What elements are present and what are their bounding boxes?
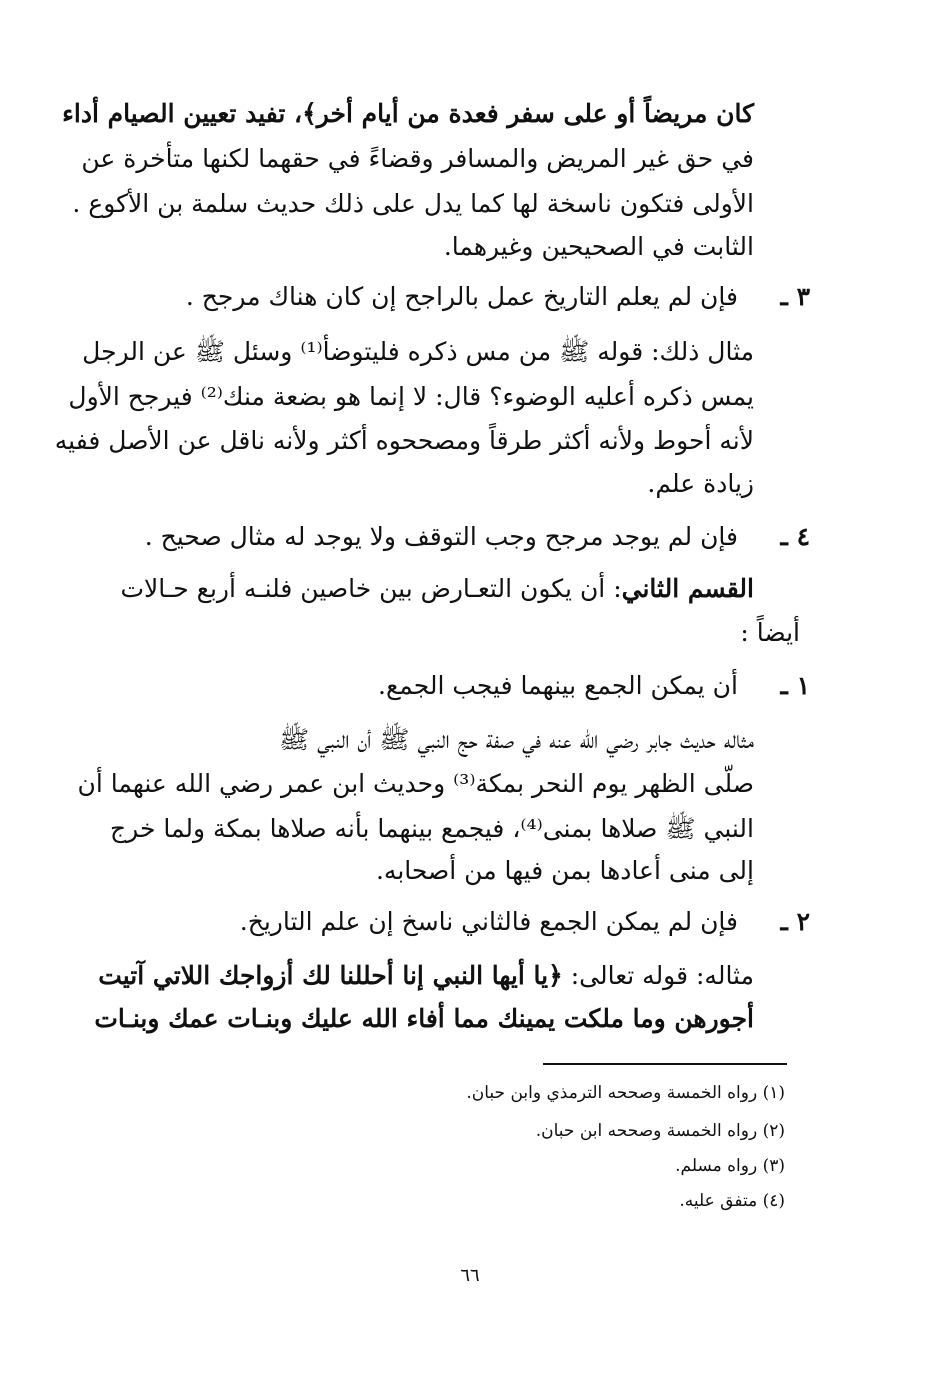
paragraph-line: إلى منى أعادها بمن فيها من أصحابه.	[375, 856, 754, 885]
list-item-text: أن يمكن الجمع بينهما فيجب الجمع.	[378, 671, 738, 700]
paragraph-line: مثاله حديث جابر رضي الله عنه في صفة حج النبي ﷺ أن النبي ﷺ	[279, 725, 754, 754]
footnote-divider	[543, 1063, 787, 1065]
section-heading-rest: : أن يكون التعـارض بين خاصين فلنـه أربع حـالات	[120, 574, 622, 603]
paragraph-line	[62, 95, 754, 133]
list-number: ٢ ـ	[780, 907, 810, 936]
section-heading-line	[121, 570, 755, 608]
page-number: ٦٦	[460, 1265, 480, 1286]
list-number: ١ ـ	[780, 671, 810, 700]
footnote: (٣) رواه مسلم.	[675, 1156, 785, 1176]
example-lead: مثاله: قوله تعالى:	[570, 961, 754, 990]
section-heading: القسم الثاني	[621, 574, 754, 603]
list-number: ٤ ـ	[780, 522, 810, 551]
paragraph-line: يمس ذكره أعليه الوضوء؟ قال: لا إنما هو بضعة منك⁽²⁾ فيرجح الأول	[68, 382, 754, 411]
quran-quote: ﴿يا أيها النبي إنا أحللنا لك أزواجك اللاتي آتيت	[98, 961, 563, 990]
paragraph-line: أيضاً :	[740, 618, 800, 647]
paragraph-line: الأولى فتكون ناسخة لها كما يدل على ذلك حديث سلمة بن الأكوع .	[72, 189, 754, 218]
paragraph-line: مثال ذلك: قوله ﷺ من مس ذكره فليتوضأ⁽¹⁾ وسئل ﷺ عن الرجل	[82, 337, 754, 366]
paragraph-line	[98, 957, 754, 995]
list-number: ٣ ـ	[780, 282, 810, 311]
paragraph-line: النبي ﷺ صلاها بمنى⁽⁴⁾، فيجمع بينهما بأنه صلاها بمكة ولما خرج	[110, 814, 754, 843]
list-item-text: فإن لم يوجد مرجح وجب التوقف ولا يوجد له مثال صحيح .	[144, 522, 738, 551]
paragraph-line: الثابت في الصحيحين وغيرهما.	[443, 232, 754, 261]
paragraph-line: صلّى الظهر يوم النحر بمكة⁽³⁾ وحديث ابن عمر رضي الله عنهما أن	[77, 769, 754, 798]
paragraph-line: زيادة علم.	[647, 469, 754, 498]
footnote: (١) رواه الخمسة وصححه الترمذي وابن حبان.	[466, 1083, 785, 1103]
quran-quote-line: أجورهن وما ملكت يمينك مما أفاء الله عليك وبنـات عمك وبنـات	[94, 1004, 754, 1033]
paragraph-line-text: كان مريضاً أو على سفر فعدة من أيام أخر﴾، تفيد تعيين الصيام أداء	[62, 99, 754, 128]
paragraph-line: لأنه أحوط ولأنه أكثر طرقاً ومصححوه أكثر ولأنه ناقل عن الأصل ففيه	[54, 426, 754, 455]
footnote: (٤) متفق عليه.	[679, 1191, 785, 1211]
list-item-text: فإن لم يمكن الجمع فالثاني ناسخ إن علم التاريخ.	[239, 907, 738, 936]
footnote: (٢) رواه الخمسة وصححه ابن حبان.	[535, 1121, 785, 1141]
list-item-text: فإن لم يعلم التاريخ عمل بالراجح إن كان هناك مرجح .	[185, 282, 738, 311]
paragraph-line: في حق غير المريض والمسافر وقضاءً في حقهما لكنها متأخرة عن	[81, 144, 754, 173]
